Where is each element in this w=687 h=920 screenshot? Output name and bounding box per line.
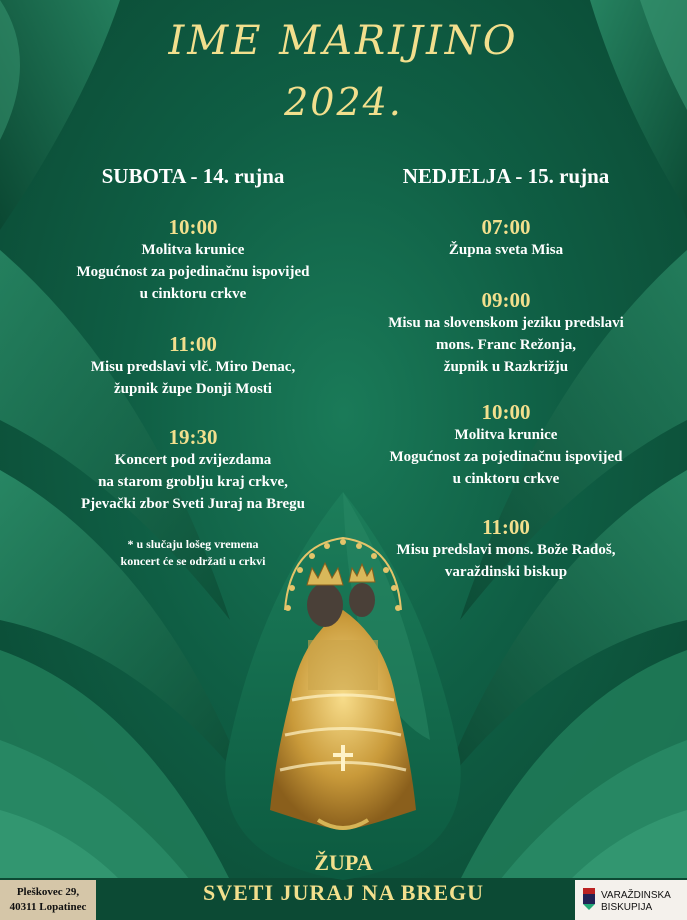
diocese-line: VARAŽDINSKA (601, 890, 671, 901)
event-line: varaždinski biskup (444, 564, 568, 580)
event-line: župnik župe Donji Mosti (114, 381, 272, 397)
event-line: župnik u Razkrižju (443, 359, 569, 375)
address-box (0, 880, 96, 920)
event-line: u cinktoru crkve (139, 286, 247, 302)
address-line: Pleškovec 29, (16, 886, 80, 898)
event-line: na starom groblju kraj crkve, (98, 474, 288, 490)
event-line: Mogućnost za pojedinačnu ispovijed (76, 264, 310, 280)
event-line: Molitva krunice (454, 427, 558, 443)
parish-label: ŽUPA (314, 850, 373, 875)
parish-name: SVETI JURAJ NA BREGU (203, 880, 484, 905)
event-line: Pjevački zbor Sveti Juraj na Bregu (80, 496, 305, 512)
address-line: 40311 Lopatinec (9, 901, 87, 913)
event-line: Misu predslavi mons. Bože Radoš, (396, 542, 616, 558)
event-time: 11:00 (169, 332, 217, 356)
note-line: * u slučaju lošeg vremena (127, 537, 259, 551)
weather-note (40, 536, 346, 570)
diocese-line: BISKUPIJA (601, 902, 653, 913)
event-line: mons. Franc Režonja, (436, 337, 576, 353)
sunday-event (350, 400, 662, 490)
coat-of-arms-icon (583, 888, 595, 910)
event-line: Mogućnost za pojedinačnu ispovijed (389, 449, 623, 465)
saturday-event (40, 332, 346, 400)
saturday-event (40, 425, 346, 515)
poster-title: IME MARIJINO (168, 18, 519, 64)
note-line: koncert će se održati u crkvi (120, 554, 266, 568)
event-line: Koncert pod zvijezdama (114, 452, 272, 468)
event-line: Misu predslavi vlč. Miro Denac, (90, 359, 296, 375)
event-line: Molitva krunice (141, 242, 245, 258)
event-line: u cinktoru crkve (452, 471, 560, 487)
diocese-logo (575, 880, 687, 920)
event-time: 07:00 (481, 215, 531, 239)
event-line: Župna sveta Misa (448, 242, 564, 258)
saturday-event (40, 215, 346, 305)
sunday-heading: NEDJELJA - 15. rujna (402, 164, 610, 188)
event-time: 10:00 (168, 215, 218, 239)
sunday-event (350, 215, 662, 261)
poster-year: 2024. (284, 80, 403, 124)
event-time: 11:00 (482, 515, 530, 539)
event-time: 09:00 (481, 288, 531, 312)
sunday-event (350, 288, 662, 378)
event-line: Misu na slovenskom jeziku predslavi (388, 315, 624, 331)
event-time: 10:00 (481, 400, 531, 424)
event-time: 19:30 (168, 425, 218, 449)
saturday-heading: SUBOTA - 14. rujna (101, 164, 285, 188)
sunday-event (350, 515, 662, 583)
